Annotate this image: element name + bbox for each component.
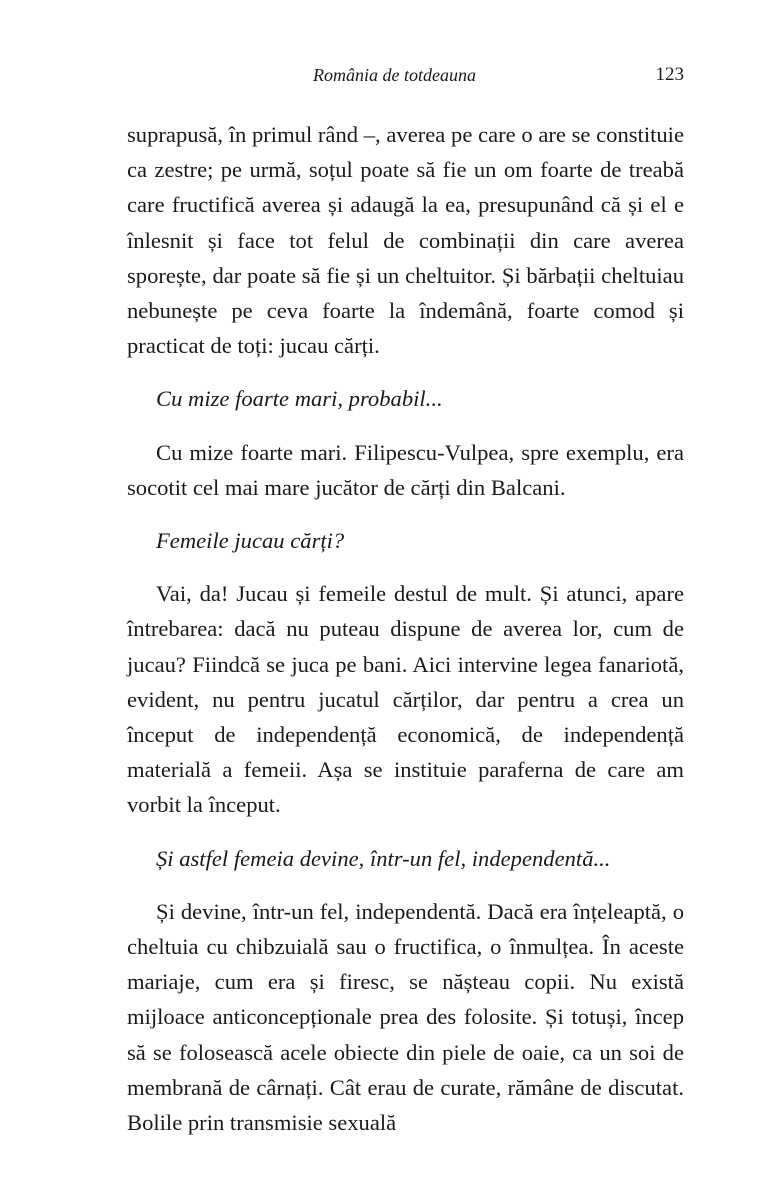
answer-paragraph: Cu mize foarte mari. Filipescu-Vulpea, spre exemplu, era socotit cel mai mare jucător de cărți din Balcani. bbox=[127, 439, 684, 500]
answer-paragraph: Și devine, într-un fel, independentă. Dacă era înțeleaptă, o cheltuia cu chibzuială sau o fructifica, o înmulțea. În aceste mariaje, cum era și firesc, se nășteau copii. Nu există mijloace anticoncepționale prea des folosite. Și totuși, încep să se folosească acele obiecte din piele de oaie, ca un soi de membrană de cârnați. Cât erau de curate, rămâne de discutat. Bolile prin transmisie sexuală bbox=[127, 898, 684, 1136]
interviewer-question: Femeile jucau cărți? bbox=[156, 528, 345, 554]
page-header bbox=[127, 62, 684, 92]
paragraph-continued: suprapusă, în primul rând –, averea pe care o are se constituie ca zestre; pe urmă, soțul poate să fie un om foarte de treabă care fructifică averea și adaugă la ea, presupunând că și el e înlesnit și face tot felul de combinații din care averea sporește, dar poate să fie și un cheltuitor. Și bărbații cheltuiau nebunește pe ceva foarte la îndemână, foarte comod și practicat de toți: jucau cărți. bbox=[127, 122, 684, 359]
page-body bbox=[127, 117, 684, 1140]
interviewer-question: Și astfel femeia devine, într-un fel, independentă... bbox=[156, 845, 611, 871]
page-number: 123 bbox=[655, 64, 684, 85]
running-title: România de totdeauna bbox=[313, 65, 476, 85]
interviewer-question: Cu mize foarte mari, probabil... bbox=[156, 386, 443, 412]
answer-paragraph: Vai, da! Jucau și femeile destul de mult. Și atunci, apare întrebarea: dacă nu puteau dispune de averea lor, cum de jucau? Fiindcă se juca pe bani. Aici intervine legea fanariotă, evident, nu pentru jucatul cărților, dar pentru a crea un început de independență economică, de independență materială a femeii. Așa se instituie paraferna de care am vorbit la început. bbox=[127, 581, 684, 818]
